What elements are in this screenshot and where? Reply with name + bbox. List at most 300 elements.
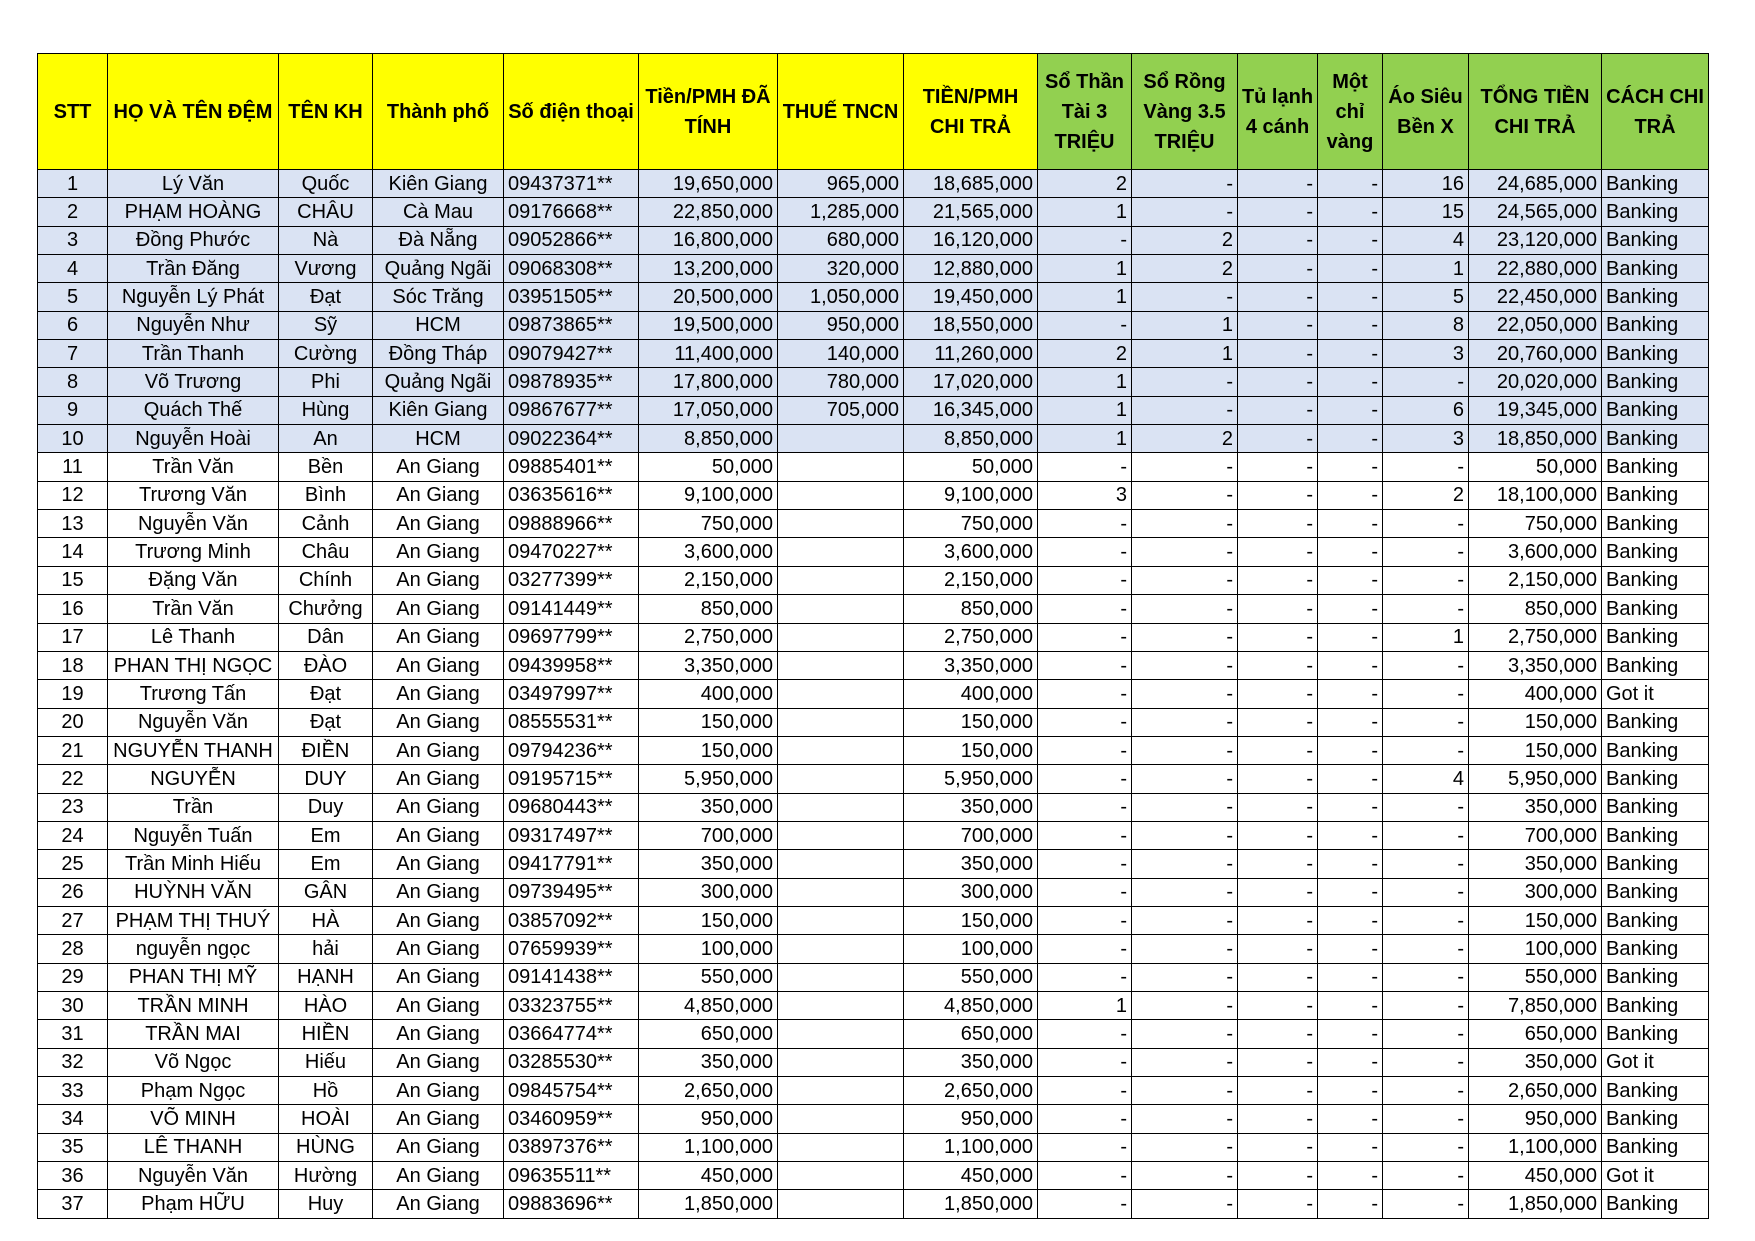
- cell-chivang: -: [1318, 1105, 1383, 1133]
- cell-tulanh: -: [1238, 453, 1318, 481]
- cell-ao: 5: [1383, 283, 1469, 311]
- cell-cach: Banking: [1602, 425, 1709, 453]
- cell-cach: Banking: [1602, 1077, 1709, 1105]
- cell-ten: Em: [279, 850, 373, 878]
- cell-city: An Giang: [373, 1077, 504, 1105]
- cell-stt: 25: [38, 850, 108, 878]
- cell-tulanh: -: [1238, 736, 1318, 764]
- cell-tien: 1,850,000: [639, 1190, 778, 1218]
- cell-thantai: -: [1038, 453, 1132, 481]
- cell-rongvang: -: [1132, 1077, 1238, 1105]
- cell-tulanh: -: [1238, 595, 1318, 623]
- cell-tien: 450,000: [639, 1162, 778, 1190]
- cell-ao: 15: [1383, 198, 1469, 226]
- cell-rongvang: -: [1132, 651, 1238, 679]
- cell-phone: 03664774**: [504, 1020, 639, 1048]
- cell-city: Quảng Ngãi: [373, 255, 504, 283]
- cell-phone: 09873865**: [504, 311, 639, 339]
- table-row: [38, 255, 1709, 283]
- cell-cach: Banking: [1602, 1133, 1709, 1161]
- cell-tien: 650,000: [639, 1020, 778, 1048]
- table-row: [38, 708, 1709, 736]
- cell-thue: [778, 1162, 904, 1190]
- cell-ho: Võ Ngọc: [108, 1048, 279, 1076]
- cell-chivang: -: [1318, 425, 1383, 453]
- cell-rongvang: -: [1132, 1133, 1238, 1161]
- table-row: [38, 991, 1709, 1019]
- column-header-cach: CÁCH CHI TRẢ: [1602, 54, 1709, 170]
- cell-ten: HÀ: [279, 906, 373, 934]
- cell-thantai: 1: [1038, 368, 1132, 396]
- cell-tulanh: -: [1238, 878, 1318, 906]
- cell-tong: 24,565,000: [1469, 198, 1602, 226]
- cell-tien: 350,000: [639, 1048, 778, 1076]
- cell-cach: Banking: [1602, 453, 1709, 481]
- cell-ao: -: [1383, 1133, 1469, 1161]
- cell-cach: Banking: [1602, 198, 1709, 226]
- cell-thantai: -: [1038, 1133, 1132, 1161]
- table-row: [38, 595, 1709, 623]
- cell-tong: 18,100,000: [1469, 481, 1602, 509]
- cell-chivang: -: [1318, 255, 1383, 283]
- cell-cach: Banking: [1602, 510, 1709, 538]
- cell-city: An Giang: [373, 906, 504, 934]
- cell-ao: -: [1383, 1020, 1469, 1048]
- cell-chitra: 11,260,000: [904, 340, 1038, 368]
- cell-phone: 03635616**: [504, 481, 639, 509]
- cell-city: An Giang: [373, 708, 504, 736]
- cell-tien: 2,150,000: [639, 566, 778, 594]
- table-row: [38, 935, 1709, 963]
- cell-ten: Chính: [279, 566, 373, 594]
- cell-tien: 11,400,000: [639, 340, 778, 368]
- cell-city: An Giang: [373, 680, 504, 708]
- cell-chivang: -: [1318, 1162, 1383, 1190]
- cell-chitra: 5,950,000: [904, 765, 1038, 793]
- cell-chivang: -: [1318, 821, 1383, 849]
- table-row: [38, 510, 1709, 538]
- cell-ho: Lý Văn: [108, 170, 279, 198]
- cell-thantai: -: [1038, 1048, 1132, 1076]
- cell-tulanh: -: [1238, 538, 1318, 566]
- cell-cach: Banking: [1602, 340, 1709, 368]
- cell-rongvang: -: [1132, 1020, 1238, 1048]
- cell-chivang: -: [1318, 708, 1383, 736]
- cell-city: An Giang: [373, 1048, 504, 1076]
- cell-cach: Banking: [1602, 821, 1709, 849]
- cell-chivang: -: [1318, 481, 1383, 509]
- cell-rongvang: -: [1132, 623, 1238, 651]
- cell-cach: Banking: [1602, 226, 1709, 254]
- cell-rongvang: 2: [1132, 226, 1238, 254]
- cell-ho: Đặng Văn: [108, 566, 279, 594]
- cell-chitra: 350,000: [904, 850, 1038, 878]
- cell-tong: 22,880,000: [1469, 255, 1602, 283]
- cell-city: An Giang: [373, 1105, 504, 1133]
- cell-phone: 09470227**: [504, 538, 639, 566]
- cell-tien: 550,000: [639, 963, 778, 991]
- cell-tulanh: -: [1238, 510, 1318, 538]
- cell-chitra: 150,000: [904, 906, 1038, 934]
- cell-tong: 23,120,000: [1469, 226, 1602, 254]
- cell-rongvang: -: [1132, 991, 1238, 1019]
- cell-ten: Bình: [279, 481, 373, 509]
- cell-phone: 09883696**: [504, 1190, 639, 1218]
- cell-thantai: 1: [1038, 255, 1132, 283]
- cell-phone: 09176668**: [504, 198, 639, 226]
- cell-cach: Banking: [1602, 906, 1709, 934]
- cell-ten: Hùng: [279, 396, 373, 424]
- table-row: [38, 1190, 1709, 1218]
- cell-chitra: 400,000: [904, 680, 1038, 708]
- cell-ho: HUỲNH VĂN: [108, 878, 279, 906]
- cell-rongvang: -: [1132, 821, 1238, 849]
- cell-city: An Giang: [373, 1162, 504, 1190]
- cell-ao: -: [1383, 1162, 1469, 1190]
- cell-stt: 12: [38, 481, 108, 509]
- cell-phone: 03460959**: [504, 1105, 639, 1133]
- cell-tien: 950,000: [639, 1105, 778, 1133]
- cell-cach: Banking: [1602, 963, 1709, 991]
- cell-rongvang: -: [1132, 935, 1238, 963]
- cell-tulanh: -: [1238, 1105, 1318, 1133]
- cell-ten: Đạt: [279, 283, 373, 311]
- cell-chitra: 950,000: [904, 1105, 1038, 1133]
- cell-rongvang: 2: [1132, 255, 1238, 283]
- cell-thantai: -: [1038, 538, 1132, 566]
- cell-phone: 03951505**: [504, 283, 639, 311]
- cell-tong: 24,685,000: [1469, 170, 1602, 198]
- cell-tulanh: -: [1238, 396, 1318, 424]
- cell-tien: 17,800,000: [639, 368, 778, 396]
- cell-ten: ĐIỀN: [279, 736, 373, 764]
- cell-thantai: -: [1038, 793, 1132, 821]
- cell-cach: Banking: [1602, 878, 1709, 906]
- cell-ten: HẠNH: [279, 963, 373, 991]
- cell-ho: TRẦN MAI: [108, 1020, 279, 1048]
- table-row: [38, 906, 1709, 934]
- cell-thantai: 2: [1038, 170, 1132, 198]
- table-row: [38, 736, 1709, 764]
- cell-tong: 5,950,000: [1469, 765, 1602, 793]
- cell-chitra: 16,345,000: [904, 396, 1038, 424]
- cell-phone: 09417791**: [504, 850, 639, 878]
- cell-ao: -: [1383, 1077, 1469, 1105]
- cell-rongvang: -: [1132, 396, 1238, 424]
- cell-chivang: -: [1318, 311, 1383, 339]
- cell-phone: 03323755**: [504, 991, 639, 1019]
- cell-thue: 140,000: [778, 340, 904, 368]
- cell-city: An Giang: [373, 991, 504, 1019]
- payout-table: [37, 53, 1709, 1219]
- cell-tien: 13,200,000: [639, 255, 778, 283]
- cell-tong: 700,000: [1469, 821, 1602, 849]
- cell-cach: Banking: [1602, 1105, 1709, 1133]
- cell-city: An Giang: [373, 935, 504, 963]
- cell-tulanh: -: [1238, 1020, 1318, 1048]
- cell-tien: 16,800,000: [639, 226, 778, 254]
- cell-tong: 2,750,000: [1469, 623, 1602, 651]
- cell-cach: Banking: [1602, 651, 1709, 679]
- table-row: [38, 566, 1709, 594]
- cell-cach: Banking: [1602, 935, 1709, 963]
- cell-rongvang: -: [1132, 963, 1238, 991]
- column-header-tulanh: Tủ lạnh 4 cánh: [1238, 54, 1318, 170]
- cell-ao: 4: [1383, 765, 1469, 793]
- cell-thantai: -: [1038, 821, 1132, 849]
- cell-chivang: -: [1318, 510, 1383, 538]
- cell-stt: 18: [38, 651, 108, 679]
- cell-ho: PHAN THỊ MỸ: [108, 963, 279, 991]
- cell-ao: -: [1383, 1105, 1469, 1133]
- cell-ao: -: [1383, 680, 1469, 708]
- cell-tong: 100,000: [1469, 935, 1602, 963]
- cell-thantai: -: [1038, 623, 1132, 651]
- cell-rongvang: -: [1132, 368, 1238, 396]
- cell-thue: 705,000: [778, 396, 904, 424]
- cell-cach: Banking: [1602, 283, 1709, 311]
- cell-ten: hải: [279, 935, 373, 963]
- cell-city: Sóc Trăng: [373, 283, 504, 311]
- cell-tong: 3,350,000: [1469, 651, 1602, 679]
- cell-thantai: -: [1038, 1105, 1132, 1133]
- cell-tien: 350,000: [639, 793, 778, 821]
- cell-tulanh: -: [1238, 708, 1318, 736]
- cell-ho: Phạm Ngọc: [108, 1077, 279, 1105]
- cell-ten: HOÀI: [279, 1105, 373, 1133]
- cell-ho: Nguyễn Hoài: [108, 425, 279, 453]
- cell-chitra: 12,880,000: [904, 255, 1038, 283]
- cell-stt: 13: [38, 510, 108, 538]
- cell-tulanh: -: [1238, 765, 1318, 793]
- cell-chitra: 350,000: [904, 793, 1038, 821]
- cell-ho: Trần Đăng: [108, 255, 279, 283]
- cell-ho: Nguyễn Văn: [108, 510, 279, 538]
- cell-city: An Giang: [373, 1020, 504, 1048]
- cell-ho: PHẠM HOÀNG: [108, 198, 279, 226]
- cell-tong: 450,000: [1469, 1162, 1602, 1190]
- cell-rongvang: -: [1132, 736, 1238, 764]
- cell-tulanh: -: [1238, 283, 1318, 311]
- cell-tien: 150,000: [639, 906, 778, 934]
- cell-phone: 09794236**: [504, 736, 639, 764]
- cell-thantai: -: [1038, 1190, 1132, 1218]
- column-header-city: Thành phố: [373, 54, 504, 170]
- cell-ten: Duy: [279, 793, 373, 821]
- cell-ao: -: [1383, 510, 1469, 538]
- cell-rongvang: -: [1132, 566, 1238, 594]
- cell-tong: 650,000: [1469, 1020, 1602, 1048]
- cell-tong: 18,850,000: [1469, 425, 1602, 453]
- cell-ten: Sỹ: [279, 311, 373, 339]
- cell-thantai: -: [1038, 963, 1132, 991]
- cell-ho: NGUYỄN THANH: [108, 736, 279, 764]
- cell-thantai: 1: [1038, 425, 1132, 453]
- cell-thue: [778, 1048, 904, 1076]
- cell-cach: Banking: [1602, 368, 1709, 396]
- cell-chivang: -: [1318, 906, 1383, 934]
- table-row: [38, 198, 1709, 226]
- cell-tulanh: -: [1238, 170, 1318, 198]
- table-body: [38, 170, 1709, 1219]
- cell-ten: HÀO: [279, 991, 373, 1019]
- cell-thue: [778, 1190, 904, 1218]
- cell-phone: 03897376**: [504, 1133, 639, 1161]
- cell-thantai: -: [1038, 595, 1132, 623]
- cell-cach: Banking: [1602, 595, 1709, 623]
- cell-thantai: -: [1038, 566, 1132, 594]
- cell-thantai: 2: [1038, 340, 1132, 368]
- cell-phone: 03497997**: [504, 680, 639, 708]
- table-row: [38, 878, 1709, 906]
- cell-chitra: 18,550,000: [904, 311, 1038, 339]
- cell-ao: -: [1383, 538, 1469, 566]
- cell-stt: 26: [38, 878, 108, 906]
- cell-cach: Banking: [1602, 736, 1709, 764]
- cell-thue: 965,000: [778, 170, 904, 198]
- cell-ho: Trương Minh: [108, 538, 279, 566]
- cell-city: An Giang: [373, 538, 504, 566]
- cell-tien: 50,000: [639, 453, 778, 481]
- cell-ao: -: [1383, 850, 1469, 878]
- cell-chivang: -: [1318, 963, 1383, 991]
- cell-chivang: -: [1318, 651, 1383, 679]
- cell-thantai: -: [1038, 226, 1132, 254]
- cell-thue: 950,000: [778, 311, 904, 339]
- cell-thue: [778, 736, 904, 764]
- cell-phone: 09867677**: [504, 396, 639, 424]
- cell-ten: ĐÀO: [279, 651, 373, 679]
- cell-ten: Vương: [279, 255, 373, 283]
- cell-tulanh: -: [1238, 368, 1318, 396]
- cell-rongvang: -: [1132, 170, 1238, 198]
- cell-ten: HÙNG: [279, 1133, 373, 1161]
- cell-ao: -: [1383, 708, 1469, 736]
- cell-thue: [778, 935, 904, 963]
- cell-tien: 400,000: [639, 680, 778, 708]
- cell-tulanh: -: [1238, 991, 1318, 1019]
- cell-city: An Giang: [373, 850, 504, 878]
- cell-thantai: 1: [1038, 991, 1132, 1019]
- cell-stt: 17: [38, 623, 108, 651]
- cell-tong: 50,000: [1469, 453, 1602, 481]
- cell-stt: 3: [38, 226, 108, 254]
- cell-ao: 8: [1383, 311, 1469, 339]
- cell-tulanh: -: [1238, 340, 1318, 368]
- table-row: [38, 170, 1709, 198]
- cell-tien: 850,000: [639, 595, 778, 623]
- cell-thue: [778, 510, 904, 538]
- cell-stt: 20: [38, 708, 108, 736]
- cell-tulanh: -: [1238, 1048, 1318, 1076]
- table-row: [38, 793, 1709, 821]
- cell-phone: 09437371**: [504, 170, 639, 198]
- cell-ho: TRẦN MINH: [108, 991, 279, 1019]
- cell-tien: 700,000: [639, 821, 778, 849]
- table-row: [38, 425, 1709, 453]
- cell-ho: Nguyễn Tuấn: [108, 821, 279, 849]
- cell-thantai: -: [1038, 708, 1132, 736]
- cell-chitra: 9,100,000: [904, 481, 1038, 509]
- table-row: [38, 538, 1709, 566]
- cell-thantai: 1: [1038, 283, 1132, 311]
- cell-stt: 9: [38, 396, 108, 424]
- cell-phone: 08555531**: [504, 708, 639, 736]
- cell-tong: 350,000: [1469, 850, 1602, 878]
- cell-chivang: -: [1318, 680, 1383, 708]
- cell-stt: 14: [38, 538, 108, 566]
- cell-thue: [778, 850, 904, 878]
- cell-stt: 27: [38, 906, 108, 934]
- cell-thantai: -: [1038, 1077, 1132, 1105]
- cell-ten: Cảnh: [279, 510, 373, 538]
- cell-thue: [778, 1133, 904, 1161]
- cell-chitra: 17,020,000: [904, 368, 1038, 396]
- cell-chivang: -: [1318, 538, 1383, 566]
- cell-ao: -: [1383, 453, 1469, 481]
- cell-rongvang: -: [1132, 850, 1238, 878]
- column-header-phone: Số điện thoại: [504, 54, 639, 170]
- table-row: [38, 1020, 1709, 1048]
- cell-cach: Banking: [1602, 623, 1709, 651]
- cell-thue: [778, 906, 904, 934]
- table-row: [38, 821, 1709, 849]
- cell-phone: 09739495**: [504, 878, 639, 906]
- cell-phone: 09068308**: [504, 255, 639, 283]
- cell-rongvang: -: [1132, 453, 1238, 481]
- cell-thue: [778, 1077, 904, 1105]
- cell-tien: 9,100,000: [639, 481, 778, 509]
- cell-chivang: -: [1318, 1048, 1383, 1076]
- cell-tien: 22,850,000: [639, 198, 778, 226]
- cell-phone: 09888966**: [504, 510, 639, 538]
- cell-tong: 400,000: [1469, 680, 1602, 708]
- cell-chitra: 750,000: [904, 510, 1038, 538]
- cell-tong: 850,000: [1469, 595, 1602, 623]
- cell-chitra: 850,000: [904, 595, 1038, 623]
- cell-rongvang: -: [1132, 793, 1238, 821]
- cell-stt: 36: [38, 1162, 108, 1190]
- column-header-stt: STT: [38, 54, 108, 170]
- cell-stt: 15: [38, 566, 108, 594]
- cell-ten: Cường: [279, 340, 373, 368]
- cell-city: An Giang: [373, 566, 504, 594]
- cell-cach: Banking: [1602, 765, 1709, 793]
- cell-tulanh: -: [1238, 198, 1318, 226]
- cell-chitra: 1,100,000: [904, 1133, 1038, 1161]
- cell-stt: 24: [38, 821, 108, 849]
- cell-stt: 16: [38, 595, 108, 623]
- cell-ho: Nguyễn Lý Phát: [108, 283, 279, 311]
- cell-phone: 09141438**: [504, 963, 639, 991]
- cell-city: Quảng Ngãi: [373, 368, 504, 396]
- cell-tien: 150,000: [639, 736, 778, 764]
- table-row: [38, 623, 1709, 651]
- column-header-ho: HỌ VÀ TÊN ĐỆM: [108, 54, 279, 170]
- cell-ho: Nguyễn Văn: [108, 1162, 279, 1190]
- cell-thue: [778, 481, 904, 509]
- cell-thantai: 3: [1038, 481, 1132, 509]
- cell-ten: Hiếu: [279, 1048, 373, 1076]
- cell-thantai: -: [1038, 311, 1132, 339]
- cell-chivang: -: [1318, 283, 1383, 311]
- cell-thue: [778, 680, 904, 708]
- cell-thantai: -: [1038, 1162, 1132, 1190]
- cell-ten: Hồ: [279, 1077, 373, 1105]
- column-header-ten: TÊN KH: [279, 54, 373, 170]
- cell-rongvang: -: [1132, 283, 1238, 311]
- cell-chitra: 550,000: [904, 963, 1038, 991]
